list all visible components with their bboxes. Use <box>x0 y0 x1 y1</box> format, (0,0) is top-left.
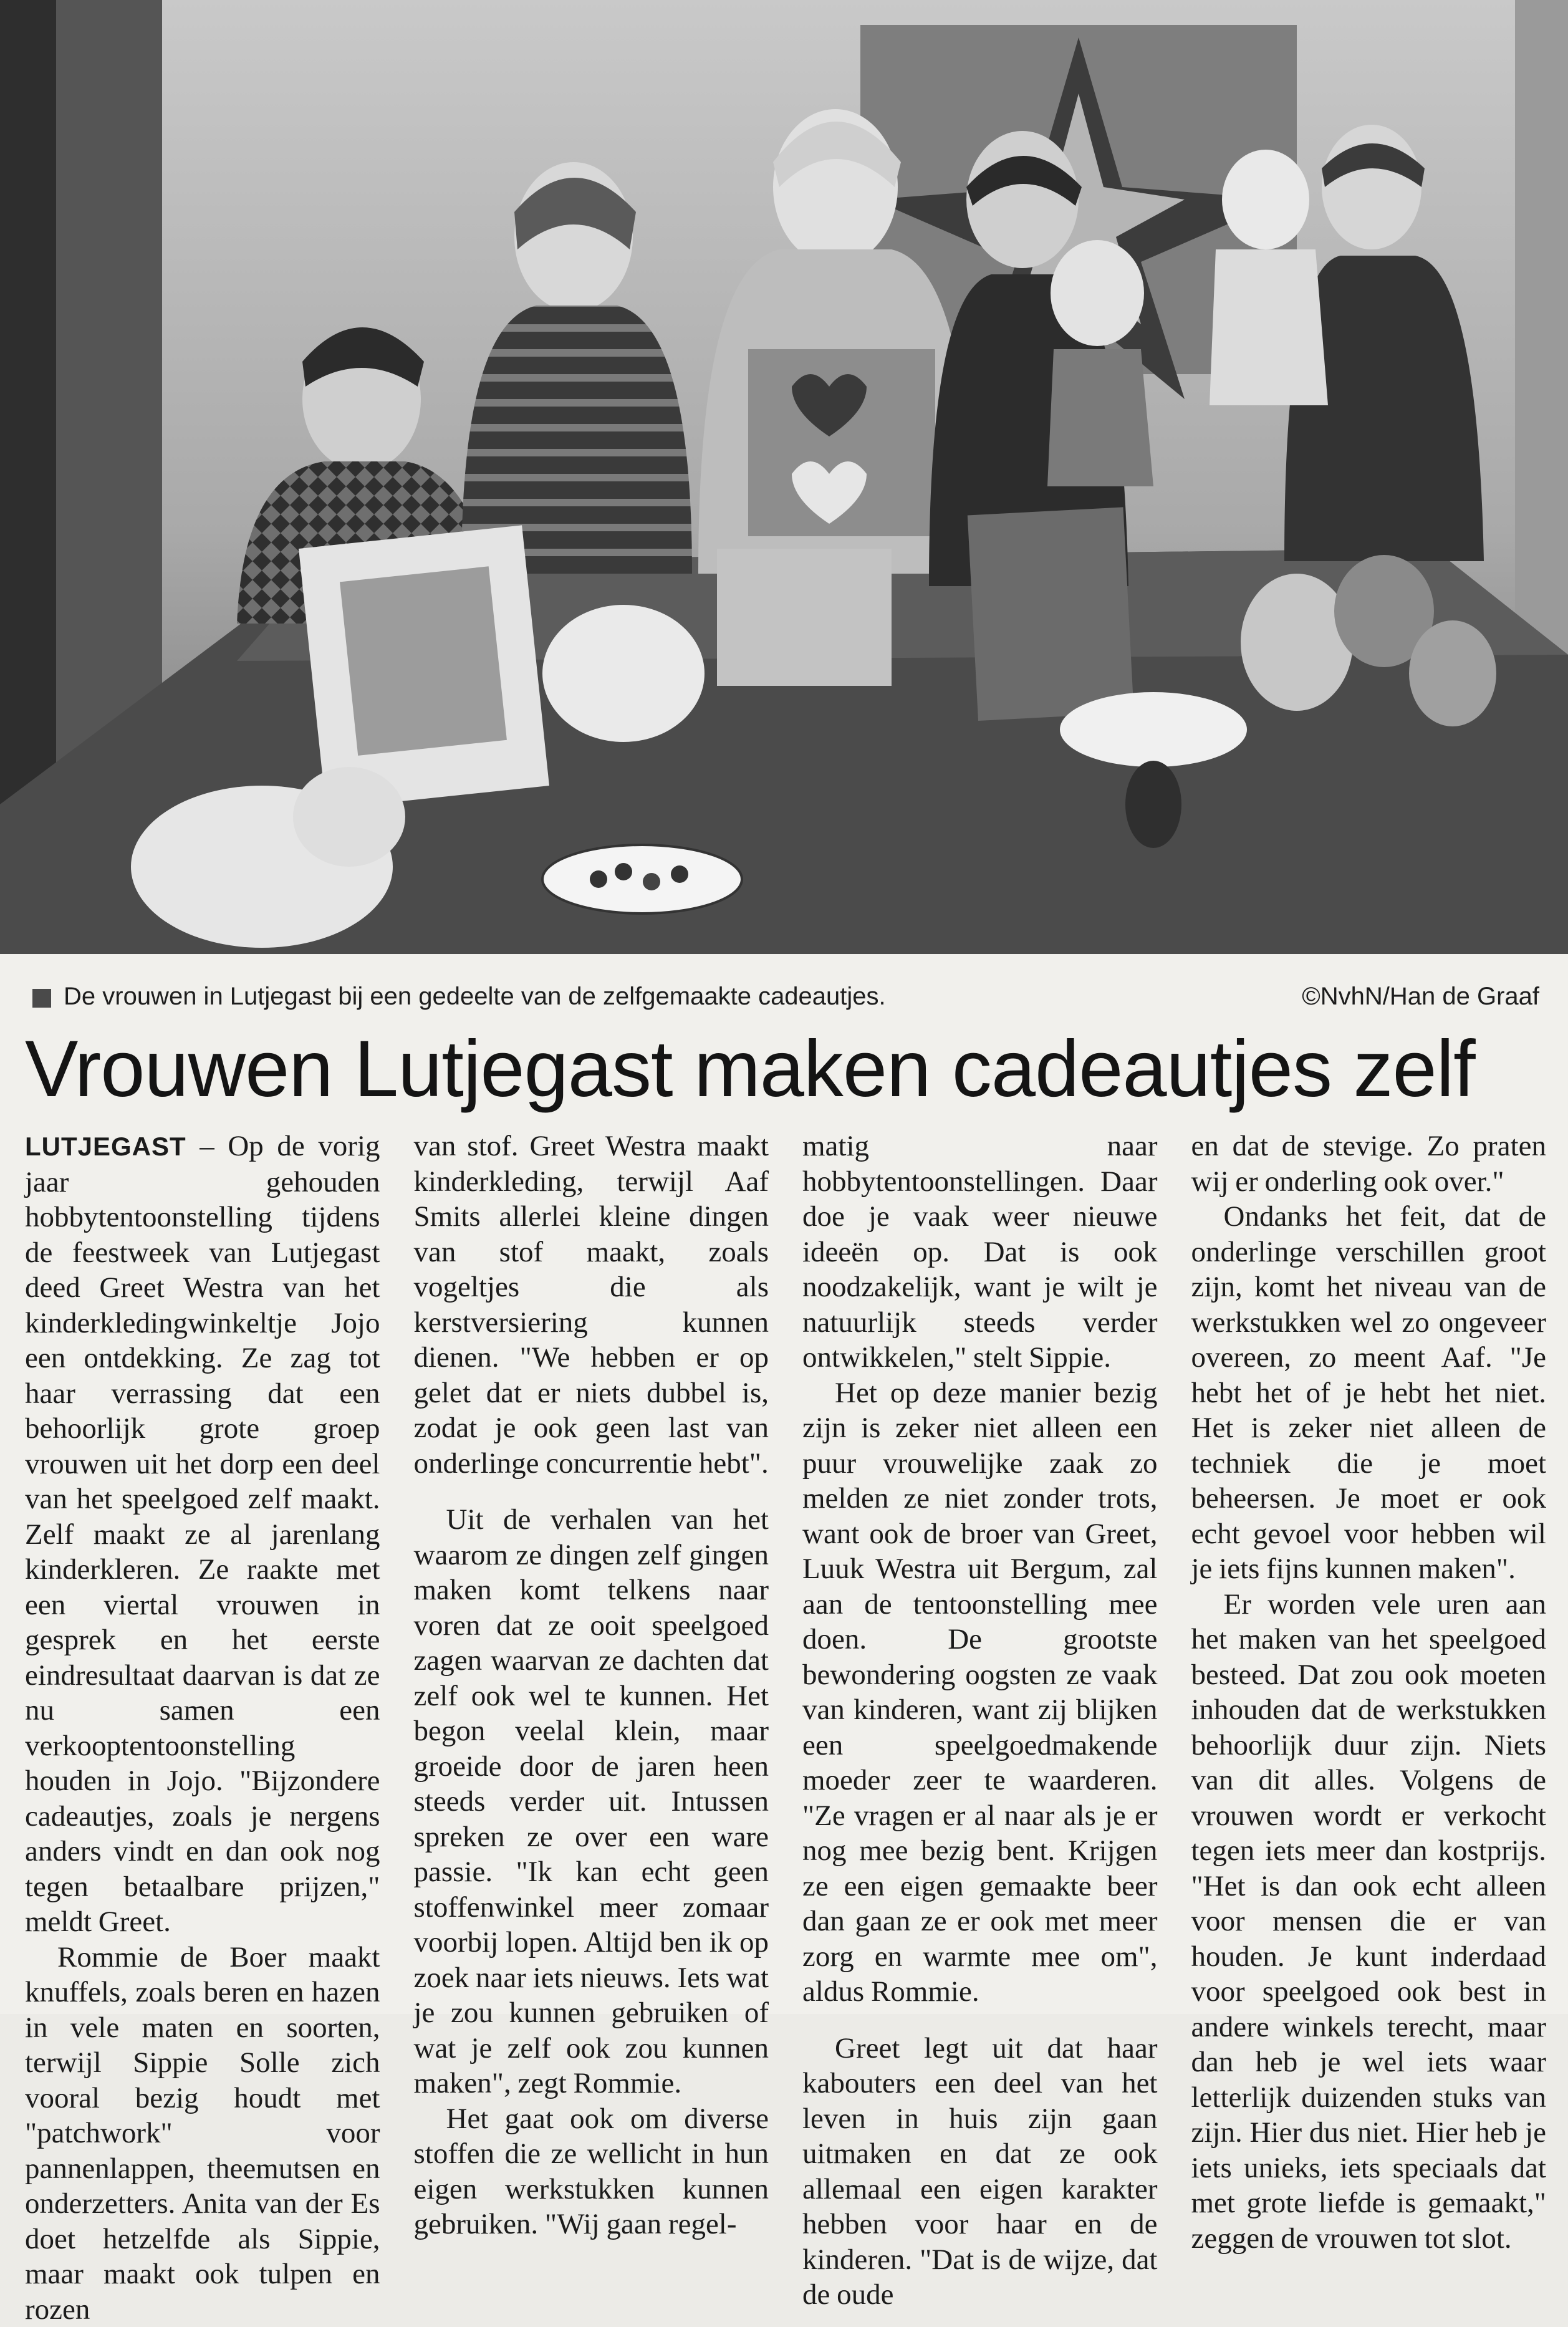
square-bullet-icon <box>32 989 51 1008</box>
paragraph: en dat de stevige. Zo praten wij er onderling ook over." <box>1191 1129 1547 1199</box>
paragraph: Rommie de Boer maakt knuffels, zoals beren en hazen in vele maten en soorten, terwijl Sippie Solle zich vooral bezig houdt met "patchwork" voor pannenlappen, theemutsen en onderzetters. Anita van der Es doet hetzelfde als Sippie, maar maakt ook tulpen en rozen <box>25 1940 380 2327</box>
paragraph: matig naar hobbytentoonstellingen. Daar doe je vaak weer nieuwe ideeën op. Dat is ook noodzakelijk, want je wilt je natuurlijk steeds verder ontwikkelen," stelt Sippie. <box>802 1129 1158 1375</box>
caption-text: De vrouwen in Lutjegast bij een gedeelte van de zelfgemaakte cadeautjes. <box>64 983 886 1011</box>
paragraph: Het op deze manier bezig zijn is zeker niet alleen een puur vrouwelijke zaak zo melden ze niet zonder trots, want ook de broer van Greet, Luuk Westra uit Bergum, zal aan de tentoonstelling mee doen. De grootste bewondering oogsten ze vaak van kinderen, want zij blijken een speelgoedmakende moeder zeer te waarderen. "Ze vragen er al naar als je er nog mee bezig bent. Krijgen ze een eigen gemaakte beer dan gaan ze er ook met meer zorg en warmte mee om", aldus Rommie. <box>802 1375 1158 2010</box>
dateline: LUTJEGAST <box>25 1132 186 1161</box>
paragraph: Uit de verhalen van het waarom ze dingen zelf gingen maken komt telkens naar voren dat ze ooit speelgoed zagen waarvan ze dachten dat zelf ook wel te kunnen. Het begon veelal klein, maar groeide door de jaren heen steeds verder uit. Intussen spreken ze over een ware passie. "Ik kan echt geen stoffenwinkel meer zomaar voorbij lopen. Altijd ben ik op zoek naar iets nieuws. Iets wat je zou kunnen gebruiken of wat je zelf ook zou kunnen maken", zegt Rommie. <box>414 1502 769 2101</box>
article-photo <box>0 0 1568 966</box>
paragraph-text: – Op de vorig jaar gehouden hobbytentoonstelling tijdens de feestweek van Lutjegast deed Greet Westra van het kinderkledingwinkeltje Jojo een ontdekking. Ze zag tot haar verrassing dat een behoorlijk grote groep vrouwen uit het dorp een deel van het speelgoed zelf maakt. Zelf maakt ze al jarenlang kinderkleren. Ze raakte met een viertal vrouwen in gesprek en het eerste eindresultaat daarvan is dat ze nu samen een verkooptentoonstelling houden in Jojo. "Bijzondere cadeautjes, zoals je nergens anders vindt en dan ook nog tegen betaalbare prijzen," meldt Greet. <box>25 1130 380 1938</box>
paragraph: Greet legt uit dat haar kabouters een deel van het leven in huis zijn gaan uitmaken en dat ze ook allemaal een eigen karakter hebben voor haar en de kinderen. "Dat is de wijze, dat de oude <box>802 2031 1158 2313</box>
article-column-3 <box>802 1129 1158 2327</box>
photo-credit: ©NvhN/Han de Graaf <box>1302 983 1539 1011</box>
article-headline: Vrouwen Lutjegast maken cadeautjes zelf <box>25 1023 1546 1116</box>
article-column-4 <box>1191 1129 1547 2327</box>
paragraph: Er worden vele uren aan het maken van het speelgoed besteed. Dat zou ook moeten inhouden dat de werkstukken behoorlijk duur zijn. Niets van dit alles. Volgens de vrouwen wordt er verkocht tegen iets meer dan kostprijs. "Het is dan ook echt alleen voor mensen die er van houden. Je kunt inderdaad voor speelgoed ook best in andere winkels terecht, maar dan heb je wel iets waar letterlijk duizenden stuks van zijn. Hier dus niet. Hier heb je iets unieks, iets speciaals dat met grote liefde is gemaakt," zeggen de vrouwen tot slot. <box>1191 1587 1547 2257</box>
article-column-1 <box>25 1129 380 2327</box>
paragraph: Ondanks het feit, dat de onderlinge verschillen groot zijn, komt het niveau van de werkstukken wel zo ongeveer overeen, zo meent Aaf. "Je hebt het of je hebt het niet. Het is zeker niet alleen de techniek die je moet beheersen. Je moet er ook echt gevoel voor hebben wil je iets fijns kunnen maken". <box>1191 1199 1547 1587</box>
paragraph: Het gaat ook om diverse stoffen die ze wellicht in hun eigen werkstukken kunnen gebruiken. "Wij gaan regel- <box>414 2101 769 2242</box>
article-column-2 <box>414 1129 769 2327</box>
paragraph: van stof. Greet Westra maakt kinderkleding, terwijl Aaf Smits allerlei kleine dingen van stof maakt, zoals vogeltjes die als kerstversiering kunnen dienen. "We hebben er op gelet dat er niets dubbel is, zodat je ook geen last van onderlinge concurrentie hebt". <box>414 1129 769 1481</box>
article-body <box>25 1129 1546 2002</box>
paragraph <box>25 1129 380 1940</box>
group-photo-icon <box>0 0 1568 966</box>
photo-caption <box>25 980 1543 1018</box>
